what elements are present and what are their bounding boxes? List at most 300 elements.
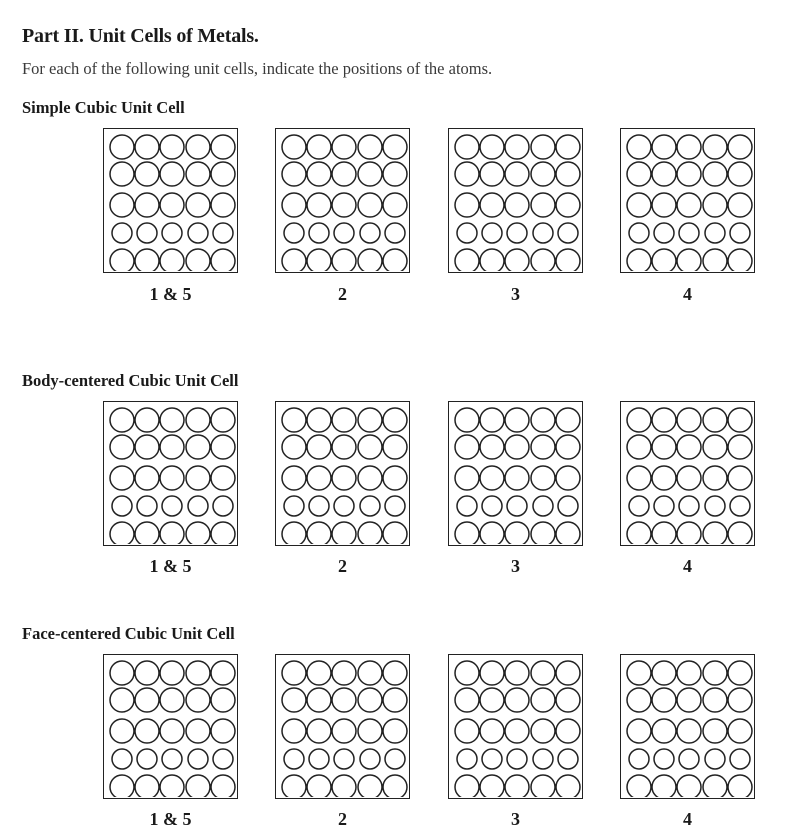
atom-position-r1-c2[interactable] [135,661,159,685]
atom-position-r4-c4[interactable] [705,223,725,243]
atom-grid[interactable] [276,129,408,271]
atom-position-r1-c5[interactable] [383,408,407,432]
atom-position-r1-c5[interactable] [556,408,580,432]
atom-position-r4-c4[interactable] [360,223,380,243]
atom-position-r3-c4[interactable] [703,466,727,490]
atom-position-r1-c3[interactable] [332,661,356,685]
atom-position-r1-c1[interactable] [627,408,651,432]
atom-position-r2-c3[interactable] [505,162,529,186]
atom-position-r5-c1[interactable] [455,775,479,797]
atom-position-r3-c1[interactable] [627,719,651,743]
atom-position-r3-c2[interactable] [480,719,504,743]
atom-position-r1-c4[interactable] [703,661,727,685]
atom-position-r5-c4[interactable] [531,775,555,797]
atom-position-r4-c5[interactable] [730,496,750,516]
atom-position-r4-c5[interactable] [558,749,578,769]
atom-position-r4-c1[interactable] [457,223,477,243]
atom-position-r3-c1[interactable] [110,719,134,743]
atom-position-r4-c5[interactable] [385,223,405,243]
atom-position-r2-c5[interactable] [383,162,407,186]
atom-position-r4-c1[interactable] [457,496,477,516]
atom-position-r2-c1[interactable] [627,688,651,712]
atom-position-r3-c1[interactable] [282,466,306,490]
atom-position-r1-c2[interactable] [652,408,676,432]
atom-position-r3-c1[interactable] [282,719,306,743]
atom-position-r4-c3[interactable] [507,223,527,243]
atom-position-r3-c2[interactable] [135,193,159,217]
atom-position-r4-c2[interactable] [309,223,329,243]
atom-position-r3-c1[interactable] [110,466,134,490]
atom-position-r3-c5[interactable] [728,719,752,743]
unit-cell-simple-cubic-1[interactable] [103,128,238,273]
atom-position-r2-c5[interactable] [556,162,580,186]
atom-position-r5-c3[interactable] [677,249,701,271]
atom-position-r5-c3[interactable] [505,522,529,544]
atom-position-r1-c3[interactable] [677,135,701,159]
unit-cell-body-centered-2[interactable] [275,401,410,546]
atom-position-r1-c4[interactable] [531,661,555,685]
atom-position-r3-c2[interactable] [652,719,676,743]
atom-position-r2-c5[interactable] [383,688,407,712]
atom-position-r2-c1[interactable] [110,435,134,459]
atom-position-r4-c1[interactable] [284,496,304,516]
atom-position-r2-c4[interactable] [531,435,555,459]
atom-position-r2-c4[interactable] [703,688,727,712]
atom-position-r2-c2[interactable] [307,435,331,459]
atom-position-r1-c5[interactable] [728,135,752,159]
atom-position-r5-c4[interactable] [186,249,210,271]
atom-position-r1-c1[interactable] [455,661,479,685]
atom-position-r1-c1[interactable] [110,135,134,159]
atom-position-r3-c1[interactable] [627,466,651,490]
atom-position-r5-c1[interactable] [455,522,479,544]
atom-position-r3-c2[interactable] [135,719,159,743]
atom-position-r1-c2[interactable] [307,135,331,159]
atom-position-r2-c4[interactable] [703,162,727,186]
atom-position-r1-c4[interactable] [186,661,210,685]
atom-position-r3-c5[interactable] [556,466,580,490]
atom-position-r2-c3[interactable] [332,435,356,459]
atom-position-r2-c1[interactable] [455,688,479,712]
atom-position-r5-c4[interactable] [703,249,727,271]
atom-position-r1-c1[interactable] [110,408,134,432]
atom-position-r4-c2[interactable] [482,749,502,769]
atom-position-r4-c2[interactable] [654,496,674,516]
atom-position-r2-c5[interactable] [211,435,235,459]
atom-position-r5-c3[interactable] [505,775,529,797]
atom-position-r3-c2[interactable] [135,466,159,490]
atom-position-r5-c2[interactable] [480,522,504,544]
atom-position-r4-c4[interactable] [533,223,553,243]
atom-position-r1-c4[interactable] [186,408,210,432]
atom-position-r5-c2[interactable] [135,522,159,544]
atom-position-r5-c1[interactable] [282,249,306,271]
atom-position-r5-c2[interactable] [135,775,159,797]
atom-position-r4-c4[interactable] [188,749,208,769]
atom-position-r3-c3[interactable] [160,193,184,217]
atom-position-r2-c5[interactable] [728,688,752,712]
atom-position-r5-c3[interactable] [332,522,356,544]
atom-position-r4-c5[interactable] [558,496,578,516]
atom-position-r4-c4[interactable] [705,496,725,516]
atom-position-r3-c4[interactable] [358,719,382,743]
atom-grid[interactable] [621,655,753,797]
atom-position-r4-c1[interactable] [284,223,304,243]
atom-position-r5-c4[interactable] [703,522,727,544]
unit-cell-simple-cubic-3[interactable] [448,128,583,273]
atom-position-r2-c3[interactable] [677,162,701,186]
atom-position-r5-c2[interactable] [307,249,331,271]
atom-position-r5-c5[interactable] [556,249,580,271]
atom-position-r1-c2[interactable] [652,135,676,159]
atom-position-r1-c4[interactable] [358,661,382,685]
atom-position-r5-c2[interactable] [480,775,504,797]
unit-cell-face-centered-1[interactable] [103,654,238,799]
atom-position-r5-c3[interactable] [160,775,184,797]
atom-position-r2-c1[interactable] [110,162,134,186]
atom-position-r5-c4[interactable] [358,522,382,544]
atom-position-r5-c1[interactable] [627,249,651,271]
atom-position-r3-c5[interactable] [556,193,580,217]
atom-position-r2-c4[interactable] [531,162,555,186]
atom-position-r2-c4[interactable] [703,435,727,459]
atom-position-r2-c1[interactable] [627,435,651,459]
atom-position-r1-c4[interactable] [186,135,210,159]
atom-position-r2-c1[interactable] [282,435,306,459]
atom-position-r3-c5[interactable] [556,719,580,743]
atom-position-r3-c4[interactable] [531,193,555,217]
atom-position-r2-c3[interactable] [160,435,184,459]
atom-position-r2-c2[interactable] [480,435,504,459]
atom-position-r5-c3[interactable] [505,249,529,271]
atom-position-r1-c3[interactable] [160,135,184,159]
atom-position-r1-c3[interactable] [677,408,701,432]
atom-position-r3-c3[interactable] [505,719,529,743]
atom-position-r1-c3[interactable] [505,135,529,159]
atom-position-r2-c5[interactable] [728,162,752,186]
atom-position-r5-c5[interactable] [728,522,752,544]
atom-position-r5-c2[interactable] [307,775,331,797]
atom-position-r4-c3[interactable] [679,496,699,516]
atom-position-r4-c2[interactable] [137,749,157,769]
atom-grid[interactable] [621,129,753,271]
atom-position-r1-c1[interactable] [282,408,306,432]
atom-position-r1-c1[interactable] [282,661,306,685]
atom-position-r3-c3[interactable] [677,193,701,217]
unit-cell-simple-cubic-2[interactable] [275,128,410,273]
atom-position-r4-c2[interactable] [482,223,502,243]
atom-position-r5-c1[interactable] [282,522,306,544]
atom-position-r2-c1[interactable] [455,162,479,186]
atom-grid[interactable] [104,129,236,271]
atom-position-r2-c5[interactable] [211,688,235,712]
atom-position-r3-c5[interactable] [211,466,235,490]
atom-position-r1-c5[interactable] [556,135,580,159]
atom-position-r5-c2[interactable] [480,249,504,271]
atom-position-r5-c5[interactable] [383,522,407,544]
atom-position-r1-c3[interactable] [160,661,184,685]
atom-position-r5-c5[interactable] [383,775,407,797]
atom-position-r2-c5[interactable] [556,688,580,712]
atom-position-r5-c4[interactable] [703,775,727,797]
atom-grid[interactable] [621,402,753,544]
atom-grid[interactable] [276,655,408,797]
atom-position-r4-c5[interactable] [558,223,578,243]
atom-position-r2-c3[interactable] [677,688,701,712]
unit-cell-body-centered-3[interactable] [448,401,583,546]
atom-position-r2-c2[interactable] [652,435,676,459]
atom-position-r2-c2[interactable] [135,435,159,459]
atom-position-r5-c3[interactable] [160,249,184,271]
atom-position-r5-c2[interactable] [652,522,676,544]
atom-position-r3-c2[interactable] [480,466,504,490]
atom-position-r1-c1[interactable] [282,135,306,159]
atom-position-r1-c2[interactable] [652,661,676,685]
atom-position-r3-c2[interactable] [652,466,676,490]
atom-position-r4-c3[interactable] [507,749,527,769]
atom-position-r3-c5[interactable] [383,719,407,743]
atom-position-r2-c5[interactable] [383,435,407,459]
atom-position-r4-c5[interactable] [213,496,233,516]
atom-position-r4-c1[interactable] [112,749,132,769]
atom-position-r2-c1[interactable] [110,688,134,712]
atom-position-r5-c3[interactable] [332,775,356,797]
atom-position-r4-c2[interactable] [309,496,329,516]
atom-position-r4-c5[interactable] [385,749,405,769]
unit-cell-face-centered-3[interactable] [448,654,583,799]
atom-position-r2-c2[interactable] [135,688,159,712]
atom-position-r1-c2[interactable] [480,135,504,159]
atom-position-r2-c1[interactable] [282,688,306,712]
atom-position-r3-c5[interactable] [728,193,752,217]
atom-position-r3-c4[interactable] [531,719,555,743]
atom-position-r1-c2[interactable] [135,408,159,432]
atom-position-r3-c4[interactable] [703,193,727,217]
atom-position-r3-c4[interactable] [531,466,555,490]
atom-position-r3-c2[interactable] [307,719,331,743]
atom-grid[interactable] [449,402,581,544]
atom-position-r5-c4[interactable] [531,522,555,544]
atom-position-r5-c2[interactable] [652,249,676,271]
atom-position-r4-c4[interactable] [188,223,208,243]
atom-position-r2-c3[interactable] [332,162,356,186]
atom-position-r1-c5[interactable] [383,135,407,159]
atom-position-r5-c4[interactable] [186,775,210,797]
atom-grid[interactable] [104,655,236,797]
atom-position-r3-c3[interactable] [505,193,529,217]
atom-position-r3-c5[interactable] [211,719,235,743]
atom-position-r1-c4[interactable] [531,408,555,432]
atom-grid[interactable] [449,129,581,271]
atom-position-r5-c1[interactable] [110,522,134,544]
atom-position-r3-c2[interactable] [652,193,676,217]
atom-position-r2-c1[interactable] [627,162,651,186]
atom-position-r1-c5[interactable] [728,661,752,685]
atom-position-r1-c3[interactable] [505,408,529,432]
atom-position-r3-c4[interactable] [358,466,382,490]
atom-position-r4-c3[interactable] [162,496,182,516]
atom-position-r4-c1[interactable] [112,223,132,243]
atom-position-r4-c3[interactable] [334,223,354,243]
atom-position-r5-c2[interactable] [307,522,331,544]
atom-position-r4-c4[interactable] [533,749,553,769]
atom-position-r4-c5[interactable] [213,223,233,243]
atom-position-r3-c1[interactable] [627,193,651,217]
atom-position-r2-c1[interactable] [282,162,306,186]
atom-position-r5-c5[interactable] [556,775,580,797]
atom-position-r3-c2[interactable] [307,466,331,490]
atom-position-r1-c2[interactable] [135,135,159,159]
atom-position-r5-c3[interactable] [160,522,184,544]
unit-cell-body-centered-4[interactable] [620,401,755,546]
atom-position-r3-c4[interactable] [358,193,382,217]
atom-position-r5-c5[interactable] [211,249,235,271]
atom-position-r1-c1[interactable] [627,661,651,685]
atom-position-r5-c3[interactable] [677,775,701,797]
atom-position-r1-c2[interactable] [480,408,504,432]
atom-grid[interactable] [104,402,236,544]
atom-position-r3-c4[interactable] [186,466,210,490]
atom-position-r4-c3[interactable] [162,749,182,769]
atom-position-r5-c5[interactable] [383,249,407,271]
atom-position-r2-c4[interactable] [531,688,555,712]
atom-position-r2-c2[interactable] [480,162,504,186]
atom-position-r5-c1[interactable] [455,249,479,271]
atom-position-r1-c4[interactable] [358,408,382,432]
atom-position-r5-c3[interactable] [677,522,701,544]
atom-position-r1-c2[interactable] [480,661,504,685]
atom-position-r4-c1[interactable] [629,223,649,243]
atom-position-r5-c3[interactable] [332,249,356,271]
atom-grid[interactable] [276,402,408,544]
atom-position-r3-c4[interactable] [703,719,727,743]
atom-position-r1-c1[interactable] [627,135,651,159]
atom-position-r1-c3[interactable] [332,408,356,432]
atom-position-r4-c3[interactable] [679,223,699,243]
atom-position-r4-c2[interactable] [309,749,329,769]
atom-position-r5-c2[interactable] [135,249,159,271]
atom-position-r3-c3[interactable] [677,719,701,743]
atom-position-r5-c2[interactable] [652,775,676,797]
atom-position-r5-c1[interactable] [627,775,651,797]
atom-position-r5-c5[interactable] [211,522,235,544]
atom-position-r3-c1[interactable] [455,193,479,217]
atom-position-r3-c3[interactable] [160,466,184,490]
atom-position-r4-c2[interactable] [137,496,157,516]
atom-position-r1-c4[interactable] [703,135,727,159]
atom-position-r4-c4[interactable] [188,496,208,516]
atom-position-r2-c4[interactable] [358,162,382,186]
atom-position-r2-c4[interactable] [358,435,382,459]
atom-position-r5-c4[interactable] [358,249,382,271]
atom-position-r4-c5[interactable] [213,749,233,769]
atom-position-r4-c2[interactable] [482,496,502,516]
atom-position-r1-c4[interactable] [358,135,382,159]
atom-position-r5-c4[interactable] [186,522,210,544]
atom-position-r1-c1[interactable] [455,408,479,432]
atom-position-r3-c4[interactable] [186,193,210,217]
atom-position-r2-c3[interactable] [160,688,184,712]
atom-position-r1-c5[interactable] [211,135,235,159]
atom-position-r4-c5[interactable] [730,223,750,243]
atom-position-r2-c5[interactable] [728,435,752,459]
unit-cell-simple-cubic-4[interactable] [620,128,755,273]
atom-position-r4-c3[interactable] [334,496,354,516]
atom-position-r3-c3[interactable] [160,719,184,743]
atom-position-r4-c1[interactable] [457,749,477,769]
atom-position-r2-c5[interactable] [211,162,235,186]
atom-position-r3-c3[interactable] [677,466,701,490]
atom-position-r2-c2[interactable] [307,162,331,186]
atom-position-r3-c5[interactable] [728,466,752,490]
atom-position-r5-c5[interactable] [728,775,752,797]
atom-position-r3-c1[interactable] [282,193,306,217]
atom-position-r3-c1[interactable] [110,193,134,217]
atom-position-r2-c5[interactable] [556,435,580,459]
atom-position-r3-c2[interactable] [480,193,504,217]
atom-position-r2-c2[interactable] [652,688,676,712]
atom-position-r1-c2[interactable] [307,661,331,685]
atom-position-r2-c4[interactable] [186,435,210,459]
atom-position-r2-c2[interactable] [307,688,331,712]
atom-position-r5-c1[interactable] [110,775,134,797]
atom-position-r5-c5[interactable] [211,775,235,797]
atom-position-r4-c3[interactable] [334,749,354,769]
atom-position-r4-c4[interactable] [360,496,380,516]
atom-position-r3-c1[interactable] [455,719,479,743]
atom-position-r3-c4[interactable] [186,719,210,743]
atom-position-r1-c5[interactable] [556,661,580,685]
atom-position-r4-c1[interactable] [629,496,649,516]
atom-position-r1-c4[interactable] [531,135,555,159]
atom-position-r4-c3[interactable] [507,496,527,516]
atom-position-r2-c4[interactable] [186,162,210,186]
atom-position-r3-c3[interactable] [505,466,529,490]
atom-position-r4-c4[interactable] [360,749,380,769]
atom-position-r4-c2[interactable] [137,223,157,243]
atom-position-r5-c4[interactable] [358,775,382,797]
atom-position-r1-c1[interactable] [110,661,134,685]
atom-position-r3-c2[interactable] [307,193,331,217]
atom-position-r2-c2[interactable] [135,162,159,186]
atom-position-r5-c5[interactable] [556,522,580,544]
atom-position-r2-c3[interactable] [505,688,529,712]
atom-position-r2-c3[interactable] [160,162,184,186]
atom-position-r1-c5[interactable] [383,661,407,685]
atom-position-r1-c1[interactable] [455,135,479,159]
atom-position-r4-c5[interactable] [730,749,750,769]
atom-position-r3-c3[interactable] [332,719,356,743]
atom-grid[interactable] [449,655,581,797]
atom-position-r1-c5[interactable] [211,661,235,685]
atom-position-r4-c2[interactable] [654,223,674,243]
atom-position-r1-c5[interactable] [211,408,235,432]
atom-position-r4-c1[interactable] [629,749,649,769]
atom-position-r4-c4[interactable] [705,749,725,769]
unit-cell-face-centered-2[interactable] [275,654,410,799]
atom-position-r3-c1[interactable] [455,466,479,490]
atom-position-r1-c2[interactable] [307,408,331,432]
atom-position-r2-c2[interactable] [652,162,676,186]
atom-position-r4-c1[interactable] [112,496,132,516]
atom-position-r4-c4[interactable] [533,496,553,516]
atom-position-r3-c3[interactable] [332,193,356,217]
atom-position-r5-c4[interactable] [531,249,555,271]
atom-position-r1-c3[interactable] [160,408,184,432]
atom-position-r5-c5[interactable] [728,249,752,271]
atom-position-r2-c3[interactable] [677,435,701,459]
atom-position-r4-c3[interactable] [679,749,699,769]
